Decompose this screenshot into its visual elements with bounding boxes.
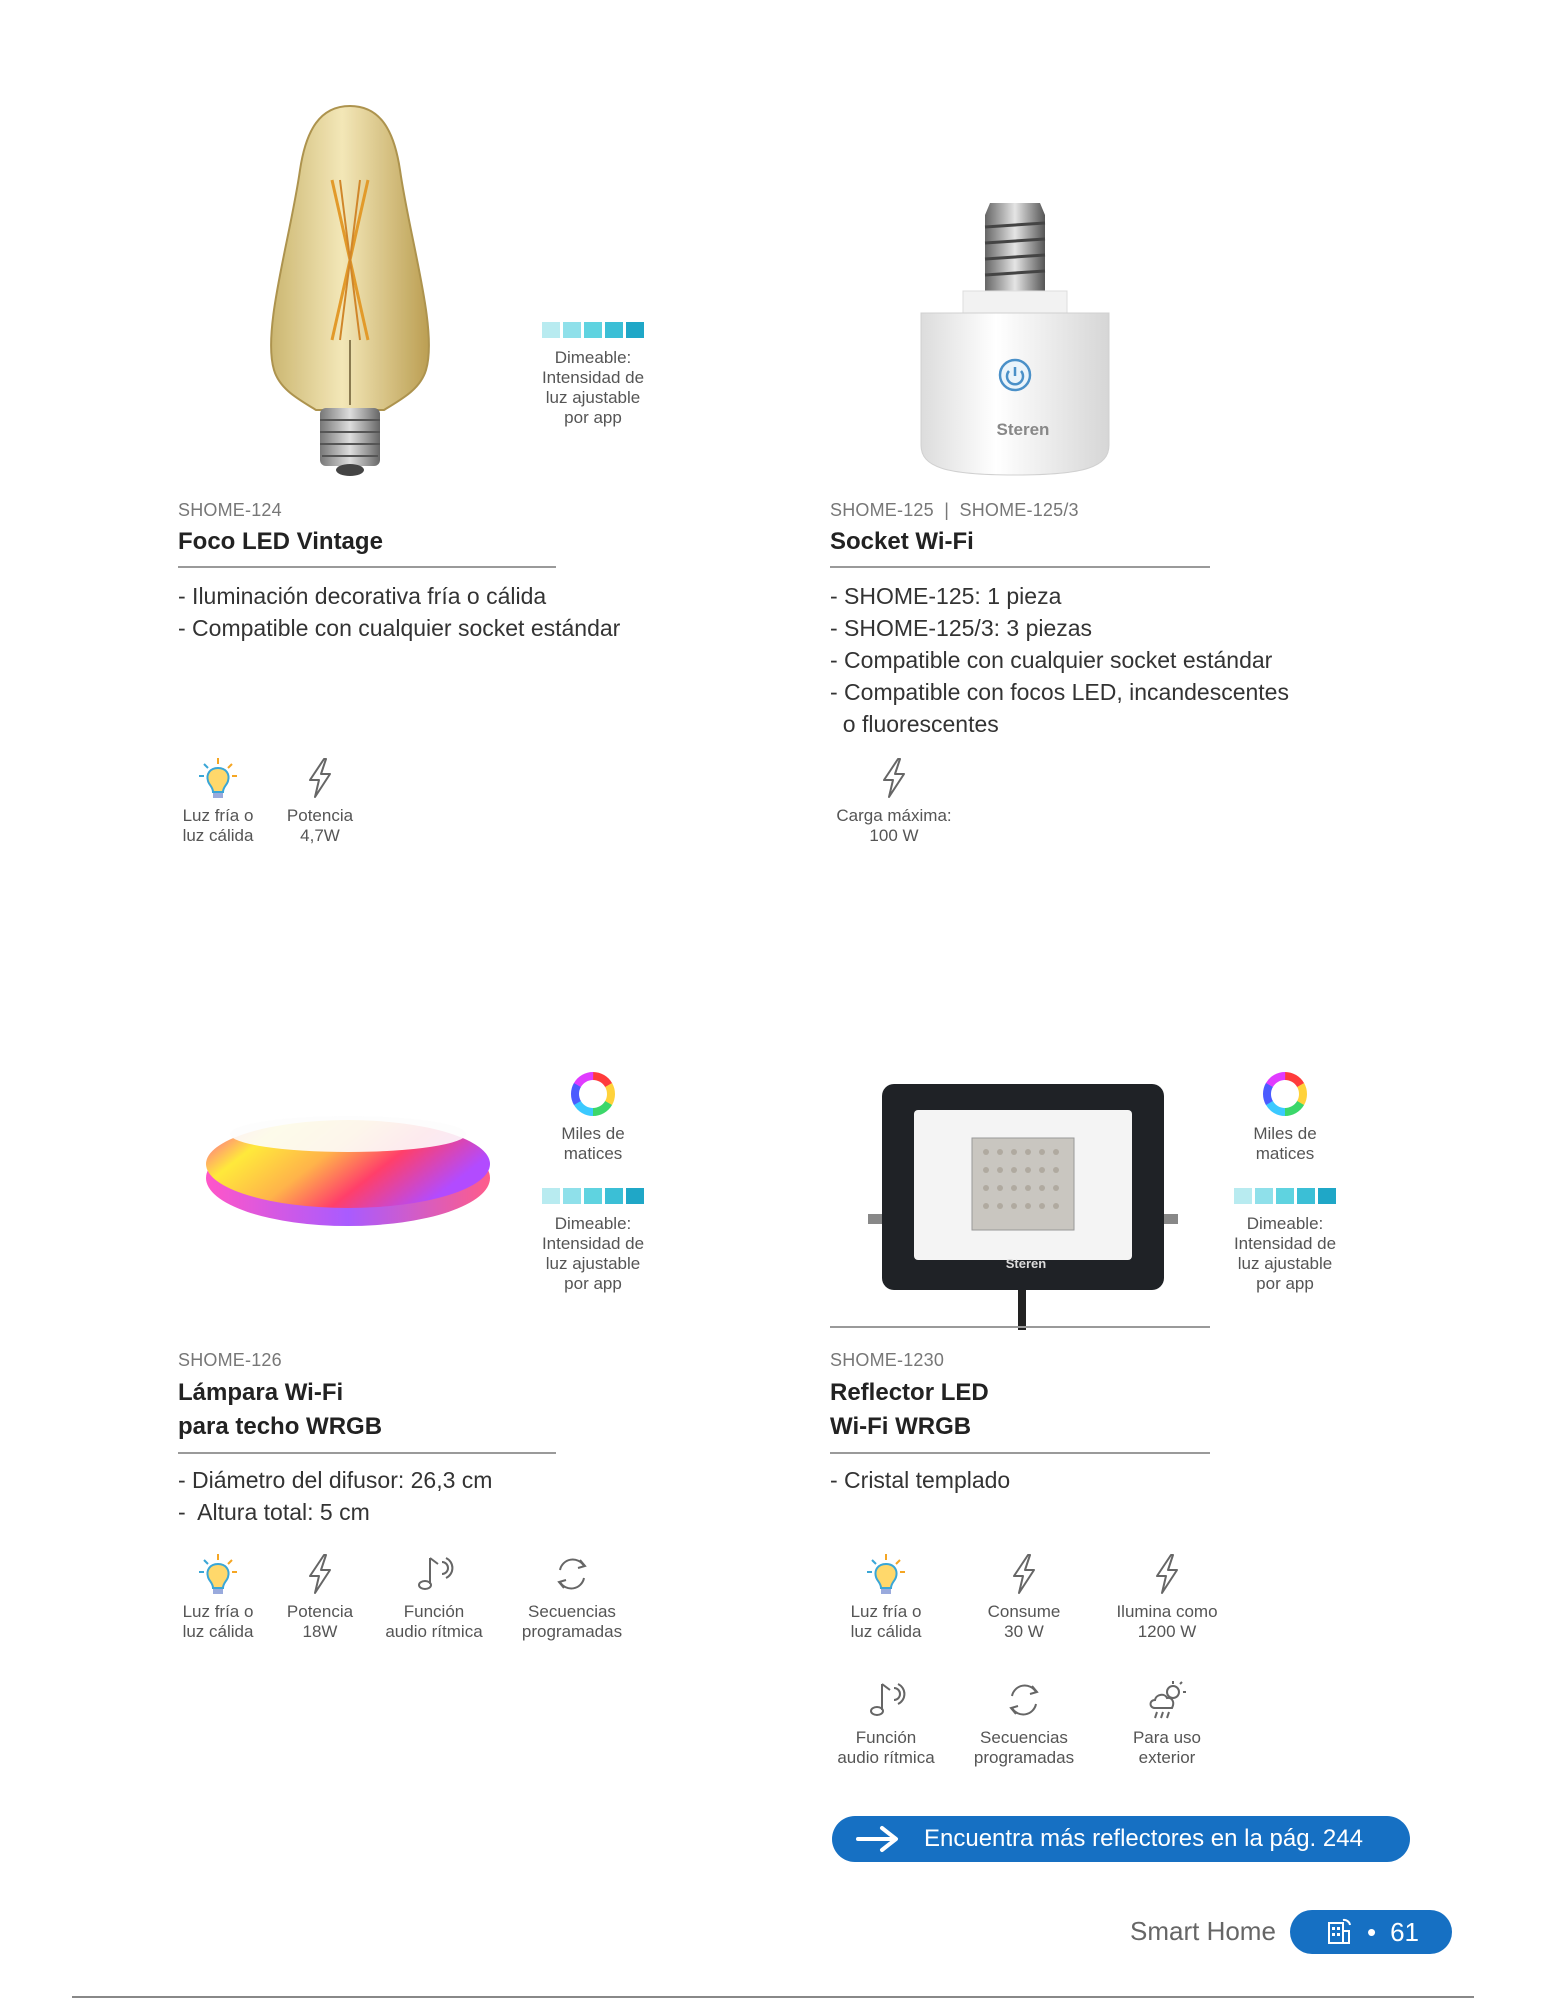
colors-badge	[528, 1070, 658, 1164]
lightning-icon	[872, 756, 916, 800]
bullet-item: - SHOME-125/3: 3 piezas	[830, 615, 1093, 641]
badge-line: Intensidad de	[1233, 1234, 1337, 1253]
color-wheel-icon	[569, 1070, 617, 1118]
bullet-item: o fluorescentes	[830, 711, 999, 737]
feature-line: audio rítmica	[837, 1748, 935, 1767]
bullet-item: - SHOME-125: 1 pieza	[830, 583, 1062, 609]
bullet-item: - Compatible con cualquier socket estándar	[830, 647, 1273, 673]
music-note-icon	[412, 1552, 456, 1596]
badge-line: luz ajustable	[1237, 1254, 1333, 1273]
colors-badge	[1220, 1070, 1350, 1164]
title-divider	[830, 566, 1210, 568]
color-wheel-icon	[1261, 1070, 1309, 1118]
feature-line: audio rítmica	[385, 1622, 483, 1641]
badge-line: matices	[1255, 1144, 1315, 1163]
feature-line: Potencia	[286, 1602, 354, 1621]
product-image-wifi-socket	[905, 195, 1125, 485]
feature-line: Carga máxima:	[836, 806, 952, 825]
product-sku: SHOME-1230	[830, 1350, 945, 1370]
feature-line: 4,7W	[300, 826, 340, 845]
product-title: Reflector LED Wi-Fi WRGB	[830, 1379, 989, 1440]
title-divider	[178, 566, 556, 568]
feature-line: luz cálida	[182, 826, 254, 845]
warm-cold-light-icon	[196, 1552, 240, 1596]
feature-line: 18W	[302, 1622, 338, 1641]
svg-text:Steren: Steren	[996, 420, 1050, 439]
footer-rule	[72, 1996, 1474, 1998]
product-bullets	[830, 580, 1289, 740]
badge-line: Dimeable:	[1246, 1214, 1324, 1233]
section-name: Smart Home	[1130, 1916, 1276, 1946]
bullet-item: - Compatible con focos LED, incandescentes	[830, 679, 1289, 705]
badge-line: matices	[563, 1144, 623, 1163]
feature-line: Función	[403, 1602, 465, 1621]
cta-label: Encuentra más reflectores en la pág. 244	[924, 1825, 1363, 1852]
lightning-icon	[298, 1552, 342, 1596]
badge-line: por app	[564, 1274, 622, 1293]
feature-line: Luz fría o	[182, 806, 254, 825]
feature-line: Para uso	[1132, 1728, 1202, 1747]
dimmer-icon	[1220, 1188, 1350, 1204]
badge-line: Intensidad de	[541, 1234, 645, 1253]
feature-warm-cold-light	[826, 1552, 946, 1642]
feature-line: Luz fría o	[850, 1602, 922, 1621]
feature-line: luz cálida	[182, 1622, 254, 1641]
title-divider	[178, 1452, 556, 1454]
badge-line: Intensidad de	[541, 368, 645, 387]
weather-icon	[1145, 1678, 1189, 1722]
feature-line: Potencia	[286, 806, 354, 825]
badge-line: luz ajustable	[545, 388, 641, 407]
feature-equivalent	[1104, 1552, 1230, 1642]
image-divider	[830, 1326, 1210, 1328]
badge-line: por app	[1256, 1274, 1314, 1293]
svg-text:Steren: Steren	[1005, 1256, 1047, 1271]
bullet-item: - Diámetro del difusor: 26,3 cm	[178, 1467, 493, 1493]
product-title: Lámpara Wi-Fi para techo WRGB	[178, 1379, 383, 1440]
dimmable-badge	[1220, 1188, 1350, 1294]
cycle-icon	[550, 1552, 594, 1596]
feature-max-load	[834, 756, 954, 846]
feature-line: 30 W	[1004, 1622, 1044, 1641]
product-bullets	[178, 1464, 492, 1528]
feature-line: Consume	[987, 1602, 1061, 1621]
dimmer-icon	[528, 1188, 658, 1204]
feature-line: Secuencias	[528, 1602, 616, 1621]
arrow-right-icon	[854, 1824, 902, 1854]
feature-line: Función	[855, 1728, 917, 1747]
dimmer-icon	[528, 322, 658, 338]
lightning-icon	[298, 756, 342, 800]
feature-line: Secuencias	[980, 1728, 1068, 1747]
bullet-item: - Cristal templado	[830, 1467, 1011, 1493]
product-image-ceiling-lamp	[198, 1100, 498, 1240]
feature-line: programadas	[973, 1748, 1075, 1767]
product-bullets	[830, 1464, 1010, 1496]
feature-line: Luz fría o	[182, 1602, 254, 1621]
page-indicator	[1290, 1910, 1452, 1954]
badge-line: Miles de	[561, 1124, 625, 1143]
feature-consumption	[964, 1552, 1084, 1642]
product-image-floodlight	[868, 1080, 1178, 1330]
cycle-icon	[1002, 1678, 1046, 1722]
smart-building-icon	[1323, 1917, 1353, 1947]
bullet-item: - Iluminación decorativa fría o cálida	[178, 583, 547, 609]
dimmable-badge	[528, 1188, 658, 1294]
bullet-item: - Compatible con cualquier socket estándar	[178, 615, 621, 641]
title-divider	[830, 1452, 1210, 1454]
badge-line: luz ajustable	[545, 1254, 641, 1273]
feature-line: 100 W	[869, 826, 919, 845]
music-note-icon	[864, 1678, 908, 1722]
warm-cold-light-icon	[196, 756, 240, 800]
warm-cold-light-icon	[864, 1552, 908, 1596]
lightning-icon	[1002, 1552, 1046, 1596]
feature-line: exterior	[1138, 1748, 1196, 1767]
product-sku: SHOME-124	[178, 500, 282, 520]
feature-outdoor	[1104, 1678, 1230, 1768]
product-title: Foco LED Vintage	[178, 528, 383, 555]
separator-dot: •	[1366, 1916, 1377, 1947]
feature-power	[260, 1552, 380, 1642]
product-bullets	[178, 580, 620, 644]
feature-audio-rhythm	[374, 1552, 494, 1642]
product-sku: SHOME-125 | SHOME-125/3	[830, 500, 1079, 520]
feature-line: Ilumina como	[1116, 1602, 1218, 1621]
feature-line: luz cálida	[850, 1622, 922, 1641]
feature-audio-rhythm	[826, 1678, 946, 1768]
dimmable-badge	[528, 322, 658, 428]
product-title: Socket Wi-Fi	[830, 528, 974, 555]
more-floodlights-link[interactable]	[832, 1816, 1410, 1862]
feature-line: 1200 W	[1137, 1622, 1197, 1641]
feature-power	[260, 756, 380, 846]
badge-line: Miles de	[1253, 1124, 1317, 1143]
product-image-vintage-bulb	[240, 100, 460, 480]
badge-line: por app	[564, 408, 622, 427]
badge-line: Dimeable:	[554, 1214, 632, 1233]
page-number: 61	[1390, 1916, 1420, 1947]
feature-line: programadas	[521, 1622, 623, 1641]
feature-sequences	[964, 1678, 1084, 1768]
lightning-icon	[1145, 1552, 1189, 1596]
product-sku: SHOME-126	[178, 1350, 282, 1370]
badge-line: Dimeable:	[554, 348, 632, 367]
feature-sequences	[512, 1552, 632, 1642]
bullet-item: - Altura total: 5 cm	[178, 1499, 370, 1525]
